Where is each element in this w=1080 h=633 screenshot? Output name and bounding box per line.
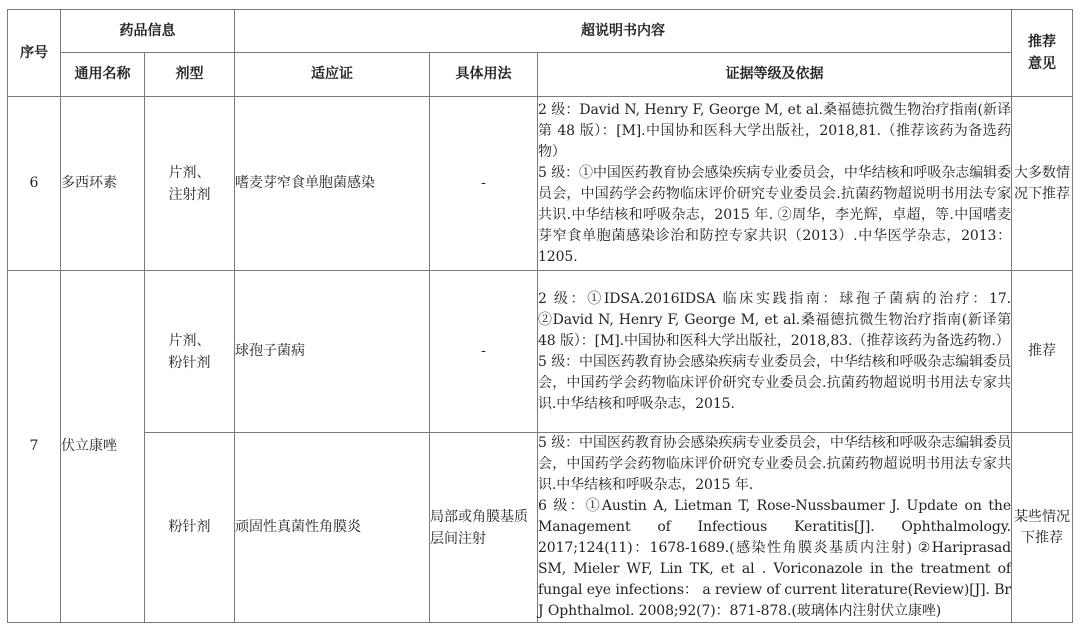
row-evidence bbox=[538, 433, 1012, 623]
row-usage: 局部或角膜基质层间注射 bbox=[430, 433, 538, 623]
evidence-paragraph: 6 级：①Austin A, Lietman T, Rose-Nussbaumer J. Update on the Management of Infectious Keratitis[J]. Ophthalmology. 2017;124(11)：1678-1689.(感染性角膜炎基质内注射) ②Hariprasad SM, Mieler WF, Lin TK, et al . Voriconazole in the treatment of fungal eye infections： a review of current literature(Review)[J]. Br J Ophthalmol. 2008;92(7)：871-878.(玻璃体内注射伏立康唑) bbox=[538, 498, 1012, 619]
header-usage: 具体用法 bbox=[430, 53, 538, 97]
header-row-bottom bbox=[8, 53, 1073, 97]
header-seq: 序号 bbox=[8, 10, 61, 97]
row-dosage-form: 粉针剂 bbox=[145, 433, 235, 623]
header-recommendation: 推荐意见 bbox=[1012, 10, 1073, 97]
row-dosage-form: 片剂、注射剂 bbox=[145, 97, 235, 271]
header-dosage-form: 剂型 bbox=[145, 53, 235, 97]
row-evidence bbox=[538, 271, 1012, 433]
row-evidence bbox=[538, 97, 1012, 271]
row-usage: - bbox=[430, 97, 538, 271]
row-indication: 球孢子菌病 bbox=[235, 271, 430, 433]
row-recommendation: 大多数情况下推荐 bbox=[1012, 97, 1073, 271]
row-recommendation: 某些情况下推荐 bbox=[1012, 433, 1073, 623]
evidence-paragraph: 5 级：中国医药教育协会感染疾病专业委员会，中华结核和呼吸杂志编辑委员会，中国药学会药物临床评价研究专业委员会.抗菌药物超说明书用法专家共识.中华结核和呼吸杂志，2015 年. bbox=[538, 435, 1012, 493]
header-offlabel-content: 超说明书内容 bbox=[235, 10, 1012, 53]
row-indication: 顽固性真菌性角膜炎 bbox=[235, 433, 430, 623]
row-seq: 6 bbox=[8, 97, 61, 271]
row-generic-name: 伏立康唑 bbox=[61, 271, 145, 623]
row-indication: 嗜麦芽窄食单胞菌感染 bbox=[235, 97, 430, 271]
row-dosage-form: 片剂、粉针剂 bbox=[145, 271, 235, 433]
row-seq: 7 bbox=[8, 271, 61, 623]
header-row-top bbox=[8, 10, 1073, 53]
row-recommendation: 推荐 bbox=[1012, 271, 1073, 433]
header-indication: 适应证 bbox=[235, 53, 430, 97]
table-row bbox=[8, 433, 1073, 623]
table-row bbox=[8, 271, 1073, 433]
header-drug-info: 药品信息 bbox=[61, 10, 235, 53]
evidence-paragraph: 5 级：中国医药教育协会感染疾病专业委员会，中华结核和呼吸杂志编辑委员会，中国药学会药物临床评价研究专业委员会.抗菌药物超说明书用法专家共识.中华结核和呼吸杂志，2015. bbox=[538, 353, 1012, 412]
row-usage: - bbox=[430, 271, 538, 433]
header-generic-name: 通用名称 bbox=[61, 53, 145, 97]
evidence-paragraph: 5 级：①中国医药教育协会感染疾病专业委员会，中华结核和呼吸杂志编辑委员会，中国药学会药物临床评价研究专业委员会.抗菌药物超说明书用法专家共识.中华结核和呼吸杂志，2015 年. ②周华，李光辉，卓超，等.中国嗜麦芽窄食单胞菌感染诊治和防控专家共识（2013）.中华医学杂志，2013：1205. bbox=[538, 164, 1012, 265]
header-evidence: 证据等级及依据 bbox=[538, 53, 1012, 97]
evidence-paragraph: 2 级：①IDSA.2016IDSA 临床实践指南：球孢子菌病的治疗：17. ②David N, Henry F, George M, et al.桑福德抗微生物治疗指南(新译第 48 版）：[M].中国协和医科大学出版社，2018,83.（推荐该药为备选药物.） bbox=[538, 290, 1012, 349]
evidence-paragraph: 2 级：David N, Henry F, George M, et al.桑福德抗微生物治疗指南(新译第 48 版）：[M].中国协和医科大学出版社，2018,81.（推荐该药为备选药物） bbox=[538, 101, 1012, 160]
drug-offlabel-table bbox=[7, 9, 1073, 623]
row-generic-name: 多西环素 bbox=[61, 97, 145, 271]
table-row bbox=[8, 97, 1073, 271]
